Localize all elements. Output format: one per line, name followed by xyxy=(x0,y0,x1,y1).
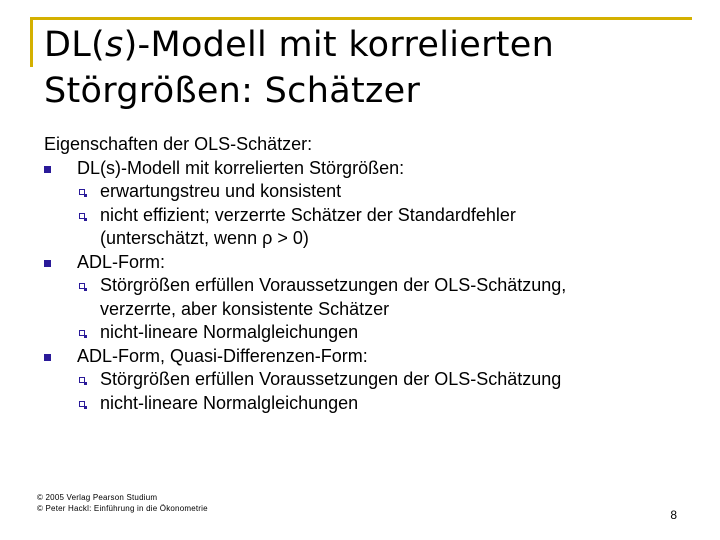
footer-copyright xyxy=(37,492,208,514)
slide-title xyxy=(44,22,554,114)
page-number: 8 xyxy=(670,508,677,522)
sub-list-item: Störgrößen erfüllen Voraussetzungen der OLS-Schätzung xyxy=(44,368,684,392)
sub-list-item: nicht effizient; verzerrte Schätzer der Standardfehler xyxy=(44,204,684,228)
sub-list-item: nicht-lineare Normalgleichungen xyxy=(44,392,684,416)
square-bullet-icon xyxy=(44,354,51,361)
title-line-2: Störgrößen: Schätzer xyxy=(44,71,421,111)
hollow-square-bullet-icon xyxy=(79,377,85,383)
sub-list-item: Störgrößen erfüllen Voraussetzungen der OLS-Schätzung, xyxy=(44,274,684,298)
title-line-1: DL(s)-Modell mit korrelierten xyxy=(44,25,555,65)
hollow-square-bullet-icon xyxy=(79,283,85,289)
list-item: ADL-Form: xyxy=(44,251,684,275)
sub-list-item-continuation: (unterschätzt, wenn ρ > 0) xyxy=(100,228,309,248)
title-accent-bar-left xyxy=(30,17,33,67)
slide-body xyxy=(44,133,684,415)
footer-line-author: © Peter Hackl: Einführung in die Ökonometrie xyxy=(37,504,208,513)
sub-list-item-continuation: verzerrte, aber konsistente Schätzer xyxy=(100,298,390,319)
title-italic-s: s xyxy=(105,25,124,65)
title-accent-bar-top xyxy=(30,17,692,20)
list-item: ADL-Form, Quasi-Differenzen-Form: xyxy=(44,345,684,369)
hollow-square-bullet-icon xyxy=(79,401,85,407)
square-bullet-icon xyxy=(44,260,51,267)
footer-line-publisher: © 2005 Verlag Pearson Studium xyxy=(37,493,158,502)
square-bullet-icon xyxy=(44,166,51,173)
hollow-square-bullet-icon xyxy=(79,213,85,219)
hollow-square-bullet-icon xyxy=(79,189,85,195)
sub-list-item: nicht-lineare Normalgleichungen xyxy=(44,321,684,345)
list-item: DL(s)-Modell mit korrelierten Störgrößen: xyxy=(44,157,684,181)
hollow-square-bullet-icon xyxy=(79,330,85,336)
intro-text: Eigenschaften der OLS-Schätzer: xyxy=(44,134,313,154)
sub-list-item: erwartungstreu und konsistent xyxy=(44,180,684,204)
